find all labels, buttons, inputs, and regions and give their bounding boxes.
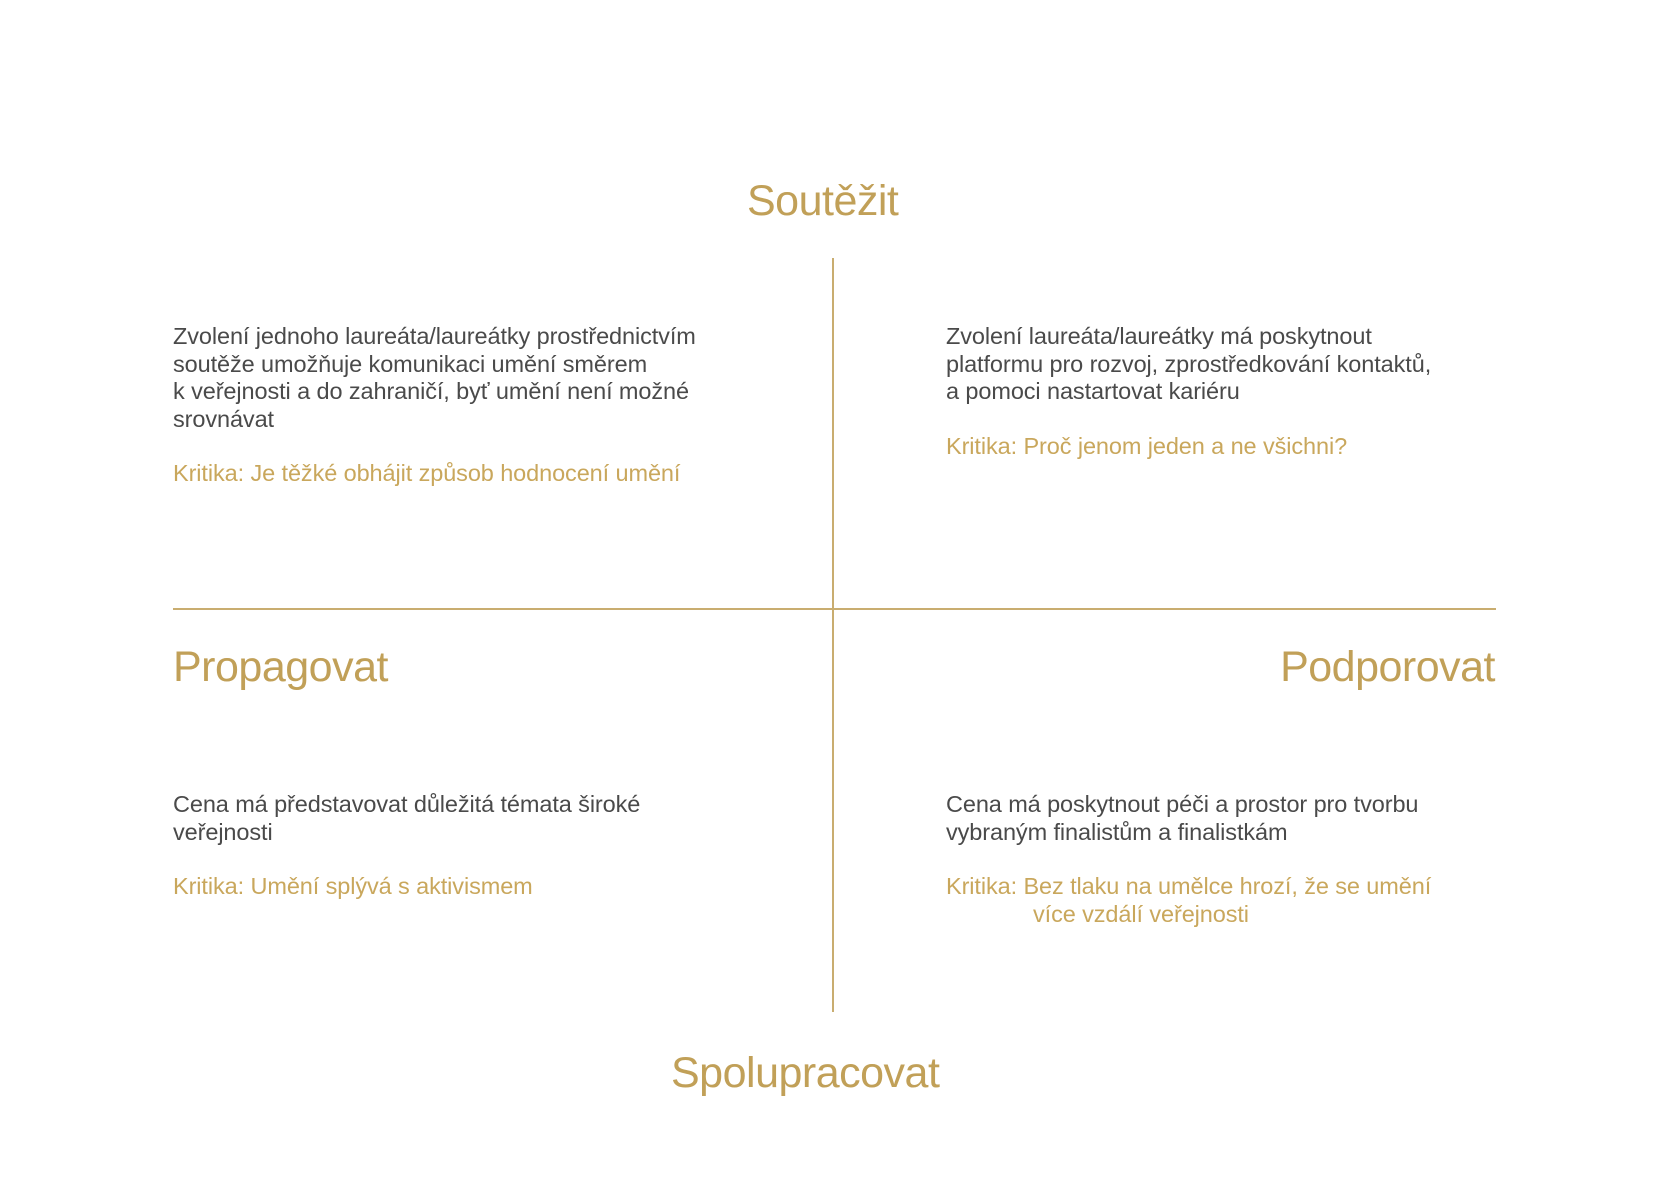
quadrant-description: Zvolení laureáta/laureátky má poskytnout platformu pro rozvoj, zprostředkování kontaktů, a pomoci nastartovat kariéru	[946, 323, 1432, 404]
critique-text: Bez tlaku na umělce hrozí, že se umění	[1023, 873, 1432, 899]
critique-text-continued: více vzdálí veřejnosti	[1033, 900, 1249, 927]
axis-label-bottom: Spolupracovat	[671, 1049, 940, 1097]
quadrant-top-left	[173, 323, 763, 488]
critique-prefix: Kritika:	[173, 873, 245, 899]
axis-label-top: Soutěžit	[747, 177, 899, 225]
vertical-axis-line	[832, 258, 834, 1012]
quadrant-description: Zvolení jednoho laureáta/laureátky prostřednictvím soutěže umožňuje komunikaci umění směrem k veřejnosti a do zahraničí, byť umění není možné srovnávat	[173, 323, 696, 432]
quadrant-critique	[173, 460, 763, 488]
quadrant-top-right	[946, 323, 1536, 460]
horizontal-axis-line	[173, 608, 1496, 610]
quadrant-description: Cena má představovat důležitá témata široké veřejnosti	[173, 791, 641, 845]
quadrant-critique	[173, 873, 763, 901]
quadrant-critique	[946, 873, 1536, 928]
critique-text: Umění splývá s aktivismem	[250, 873, 533, 899]
critique-text: Je těžké obhájit způsob hodnocení umění	[250, 460, 681, 486]
critique-prefix: Kritika:	[946, 873, 1018, 899]
axis-label-left: Propagovat	[173, 643, 388, 691]
critique-prefix: Kritika:	[946, 432, 1018, 459]
quadrant-critique	[946, 433, 1536, 461]
quadrant-description: Cena má poskytnout péči a prostor pro tvorbu vybraným finalistům a finalistkám	[946, 791, 1419, 845]
quadrant-bottom-left	[173, 791, 763, 901]
critique-text: Proč jenom jeden a ne všichni?	[1023, 432, 1348, 459]
critique-prefix: Kritika:	[173, 460, 245, 486]
quadrant-bottom-right	[946, 791, 1536, 928]
axis-label-right: Podporovat	[1280, 643, 1495, 691]
